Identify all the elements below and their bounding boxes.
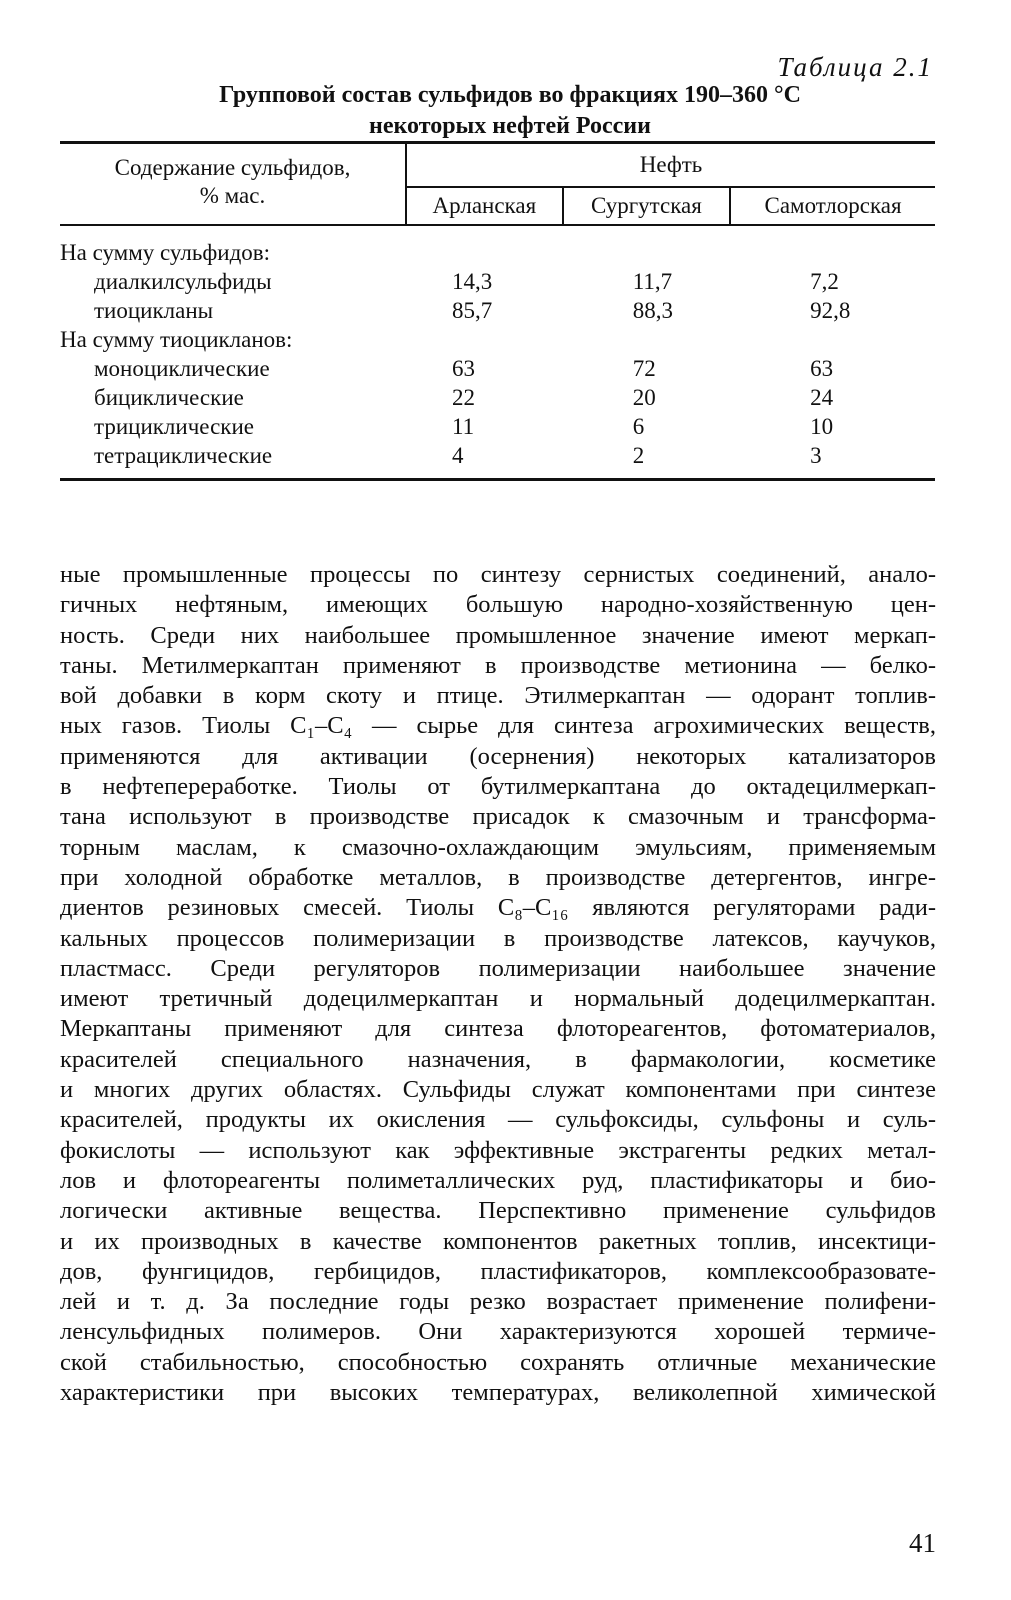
column-header: Арланская bbox=[406, 187, 563, 225]
cell-value: 85,7 bbox=[452, 297, 493, 323]
cell-value: 20 bbox=[632, 384, 656, 410]
cell-value: 92,8 bbox=[810, 297, 851, 323]
cell-value: 88,3 bbox=[632, 297, 673, 323]
cell-value: 3 bbox=[810, 442, 822, 468]
body-line: вой добавки в корм скоту и птице. Этилмеркаптан — одорант топлив- bbox=[60, 682, 936, 710]
body-line: характеристики при высоких температурах, великолепной химической bbox=[60, 1379, 936, 1407]
row-label: бициклические bbox=[94, 384, 244, 410]
table-row bbox=[60, 267, 935, 296]
body-line: ные промышленные процессы по синтезу сернистых соединений, анало- bbox=[60, 561, 936, 588]
body-line: фокислоты — используют как эффективные экстрагенты редких метал- bbox=[60, 1136, 936, 1164]
body-line: ных газов. Тиолы C₁–C₄ — сырье для синтеза агрохимических веществ, bbox=[60, 712, 936, 740]
cell-value: 4 bbox=[452, 442, 464, 468]
row-label: трициклические bbox=[94, 413, 254, 439]
table-row bbox=[60, 354, 935, 383]
body-line: при холодной обработке металлов, в производстве детергентов, ингре- bbox=[60, 863, 936, 891]
table-row bbox=[60, 412, 935, 441]
cell-value: 11 bbox=[452, 413, 475, 439]
row-label: тетрациклические bbox=[94, 442, 273, 468]
body-line: торным маслам, к смазочно-охлаждающим эмульсиям, применяемым bbox=[60, 833, 936, 861]
cell-value: 6 bbox=[632, 413, 645, 439]
table-label: Таблица 2.1 bbox=[777, 52, 933, 82]
table-row bbox=[60, 296, 935, 325]
cell-value: 2 bbox=[632, 442, 645, 468]
body-line: ность. Среди них наибольшее промышленное значение имеют меркап- bbox=[60, 621, 936, 649]
cell-value: 22 bbox=[452, 384, 475, 410]
body-line: тана используют в производстве присадок к смазочным и трансформа- bbox=[60, 803, 936, 831]
body-line: дов, фунгицидов, гербицидов, пластификаторов, комплексообразовате- bbox=[60, 1257, 936, 1285]
body-line: красителей, продукты их окисления — сульфоксиды, сульфоны и суль- bbox=[60, 1106, 936, 1134]
cell-value: 24 bbox=[810, 384, 834, 410]
header-group: Нефть bbox=[406, 143, 935, 188]
body-line: и многих других областях. Сульфиды служат компонентами при синтезе bbox=[60, 1076, 936, 1104]
column-header: Сургутская bbox=[563, 187, 730, 225]
row-label: На сумму сульфидов: bbox=[60, 239, 271, 265]
table-row bbox=[60, 383, 935, 412]
table-row bbox=[60, 238, 935, 267]
table-row bbox=[60, 325, 935, 354]
body-line: ской стабильностью, способностью сохранять отличные механические bbox=[60, 1348, 936, 1376]
header-left bbox=[60, 143, 406, 226]
row-label: моноциклические bbox=[94, 355, 270, 381]
table-title bbox=[80, 80, 940, 142]
body-line: гичных нефтяным, имеющих большую народно-хозяйственную цен- bbox=[60, 591, 936, 619]
table-title-line2: некоторых нефтей России bbox=[369, 113, 651, 139]
body-line: логически активные вещества. Перспективно применение сульфидов bbox=[60, 1197, 936, 1225]
column-header: Самотлорская bbox=[764, 193, 902, 218]
body-line: имеют третичный додецилмеркаптан и нормальный додецилмеркаптан. bbox=[60, 985, 936, 1013]
cell-value: 72 bbox=[632, 355, 656, 381]
body-line: пластмасс. Среди регуляторов полимеризации наибольшее значение bbox=[60, 954, 936, 982]
row-label: тиоцикланы bbox=[94, 297, 214, 323]
cell-value: 14,3 bbox=[452, 268, 493, 294]
body-line: лей и т. д. За последние годы резко возрастает применение полифени- bbox=[60, 1288, 936, 1316]
page-number: 41 bbox=[909, 1528, 936, 1558]
row-label: диалкилсульфиды bbox=[94, 268, 272, 294]
body-line: в нефтепереработке. Тиолы от бутилмеркаптана до октадецилмеркап- bbox=[60, 773, 936, 801]
body-line: таны. Метилмеркаптан применяют в производстве метионина — белко- bbox=[60, 651, 936, 679]
cell-value: 7,2 bbox=[810, 268, 839, 294]
cell-value: 10 bbox=[810, 413, 834, 439]
body-line: красителей специального назначения, в фармакологии, косметике bbox=[60, 1045, 936, 1073]
cell-value: 63 bbox=[452, 355, 475, 381]
table-row bbox=[60, 441, 935, 480]
body-line: применяются для активации (осернения) некоторых катализаторов bbox=[60, 742, 936, 770]
body-line: кальных процессов полимеризации в производстве латексов, каучуков, bbox=[60, 924, 936, 952]
header-left-line1: Содержание сульфидов, bbox=[114, 155, 351, 180]
table-title-line1: Групповой состав сульфидов во фракциях 190–360 °С bbox=[219, 82, 801, 108]
body-line: диентов резиновых смесей. Тиолы C₈–C₁₆ являются регуляторами ради- bbox=[60, 894, 936, 922]
cell-value: 63 bbox=[810, 355, 834, 381]
row-label: На сумму тиоцикланов: bbox=[60, 326, 293, 352]
body-line: ленсульфидных полимеров. Они характеризуются хорошей термиче- bbox=[60, 1318, 936, 1346]
body-line: лов и флотореагенты полиметаллических руд, пластификаторы и био- bbox=[60, 1166, 936, 1194]
body-line: Меркаптаны применяют для синтеза флотореагентов, фотоматериалов, bbox=[60, 1015, 936, 1043]
body-text bbox=[60, 560, 936, 1408]
sulfide-composition-table bbox=[60, 141, 935, 481]
cell-value: 11,7 bbox=[632, 268, 673, 294]
header-left-line2: % мас. bbox=[199, 183, 266, 208]
body-line: и их производных в качестве компонентов ракетных топлив, инсектици- bbox=[60, 1227, 936, 1255]
